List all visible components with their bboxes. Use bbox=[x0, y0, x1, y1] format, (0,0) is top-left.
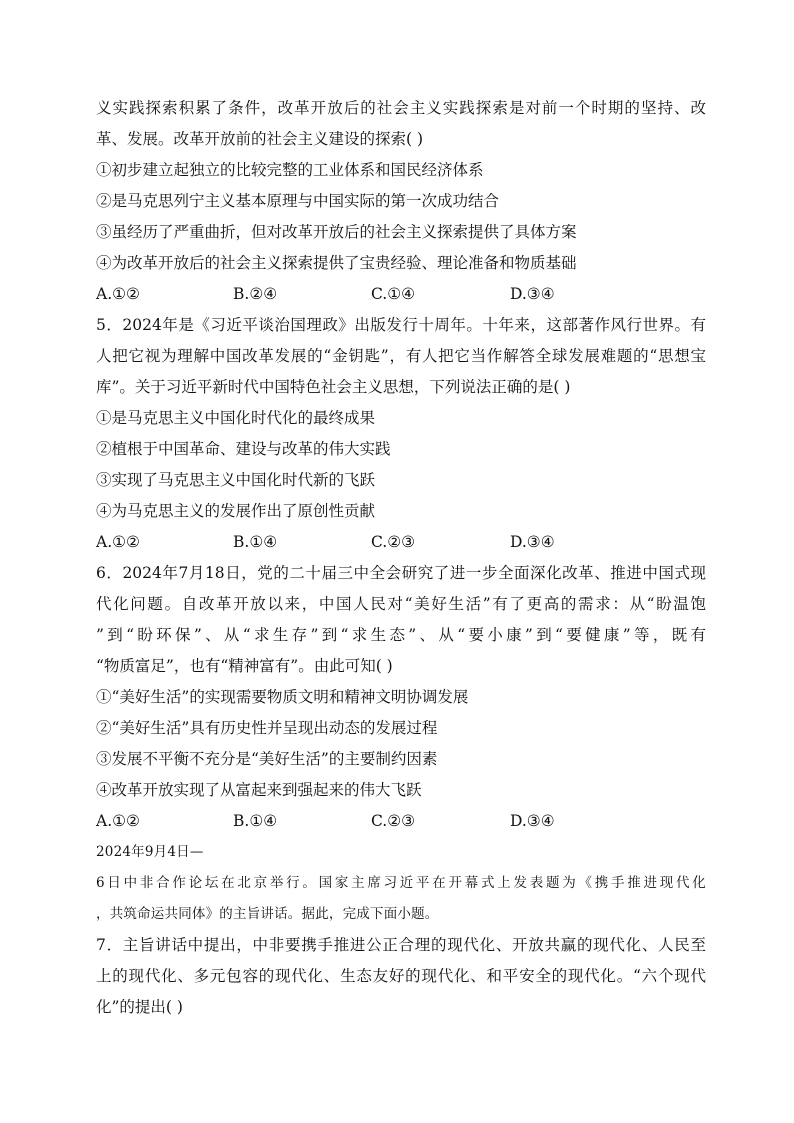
q5-stem-line-3: 库”。关于习近平新时代中国特色社会主义思想，下列说法正确的是( ) bbox=[96, 378, 571, 396]
q5-stem-line-2: 人把它视为理解中国改革发展的“金钥匙”，有人把它当作解答全球发展难题的“思想宝 bbox=[96, 347, 706, 365]
q6-option-a[interactable]: A.①② bbox=[96, 812, 140, 830]
q6-statement-3: ③发展不平衡不充分是“美好生活”的主要制约因素 bbox=[96, 750, 438, 768]
q5-option-a[interactable]: A.①② bbox=[96, 533, 140, 551]
q6-stem-line-1: 6．2024年7月18日，党的二十届三中全会研究了进一步全面深化改革、推进中国式现 bbox=[96, 564, 706, 582]
q6-option-c[interactable]: C.②③ bbox=[371, 812, 416, 830]
q4-option-a[interactable]: A.①② bbox=[96, 285, 140, 303]
q5-option-b[interactable]: B.①④ bbox=[233, 533, 278, 551]
q6-stem-line-4: “物质富足”，也有“精神富有”。由此可知( ) bbox=[96, 657, 393, 675]
q5-statement-1: ①是马克思主义中国化时代化的最终成果 bbox=[96, 409, 376, 427]
q4-options bbox=[96, 284, 656, 304]
q4-option-c[interactable]: C.①④ bbox=[371, 285, 416, 303]
q6-statement-4: ④改革开放实现了从富起来到强起来的伟大飞跃 bbox=[96, 781, 422, 799]
q6-options bbox=[96, 811, 656, 831]
q4-statement-4: ④为改革开放后的社会主义探索提供了宝贵经验、理论准备和物质基础 bbox=[96, 254, 577, 272]
q6-option-d[interactable]: D.③④ bbox=[510, 812, 555, 830]
q6-statement-1: ①“美好生活”的实现需要物质文明和精神文明协调发展 bbox=[96, 688, 469, 706]
q4-statement-2: ②是马克思列宁主义基本原理与中国实际的第一次成功结合 bbox=[96, 192, 500, 210]
q6-stem-line-2: 代化问题。自改革开放以来，中国人民对“美好生活”有了更高的需求：从“盼温饱 bbox=[96, 595, 706, 613]
q4-option-d[interactable]: D.③④ bbox=[510, 285, 555, 303]
q5-option-c[interactable]: C.②③ bbox=[371, 533, 416, 551]
q4-statement-3: ③虽经历了严重曲折，但对改革开放后的社会主义探索提供了具体方案 bbox=[96, 223, 577, 241]
q5-statement-3: ③实现了马克思主义中国化时代新的飞跃 bbox=[96, 471, 376, 489]
q6-stem-line-3: ”到“盼环保”、从“求生存”到“求生态”、从“要小康”到“要健康”等，既有 bbox=[96, 626, 706, 644]
q7-stem-line-1: 7．主旨讲话中提出，中非要携手推进公正合理的现代化、开放共赢的现代化、人民至 bbox=[96, 936, 706, 954]
q6-statement-2: ②“美好生活”具有历史性并呈现出动态的发展过程 bbox=[96, 719, 438, 737]
q4-statement-1: ①初步建立起独立的比较完整的工业体系和国民经济体系 bbox=[96, 161, 484, 179]
q5-stem-line-1: 5．2024年是《习近平谈治国理政》出版发行十周年。十年来，这部著作风行世界。有 bbox=[96, 316, 706, 334]
q4-stem-line-2: 革、发展。改革开放前的社会主义建设的探索( ) bbox=[96, 130, 424, 148]
q7-stem-line-2: 上的现代化、多元包容的现代化、生态友好的现代化、和平安全的现代化。“六个现代 bbox=[96, 967, 706, 985]
intro-line-1: 6日中非合作论坛在北京举行。国家主席习近平在开幕式上发表题为《携手推进现代化 bbox=[96, 875, 706, 891]
q5-options bbox=[96, 532, 656, 552]
q7-stem-line-3: 化”的提出( ) bbox=[96, 998, 183, 1016]
q5-statement-2: ②植根于中国革命、建设与改革的伟大实践 bbox=[96, 440, 391, 458]
q4-stem-line-1: 义实践探索积累了条件，改革开放后的社会主义实践探索是对前一个时期的坚持、改 bbox=[96, 99, 706, 117]
q5-option-d[interactable]: D.③④ bbox=[510, 533, 555, 551]
q4-option-b[interactable]: B.②④ bbox=[233, 285, 278, 303]
q5-statement-4: ④为马克思主义的发展作出了原创性贡献 bbox=[96, 502, 376, 520]
intro-date: 2024年9月4日— bbox=[96, 844, 204, 860]
intro-line-2: ，共筑命运共同体》的主旨讲话。据此，完成下面小题。 bbox=[96, 906, 439, 922]
q6-option-b[interactable]: B.①④ bbox=[233, 812, 278, 830]
